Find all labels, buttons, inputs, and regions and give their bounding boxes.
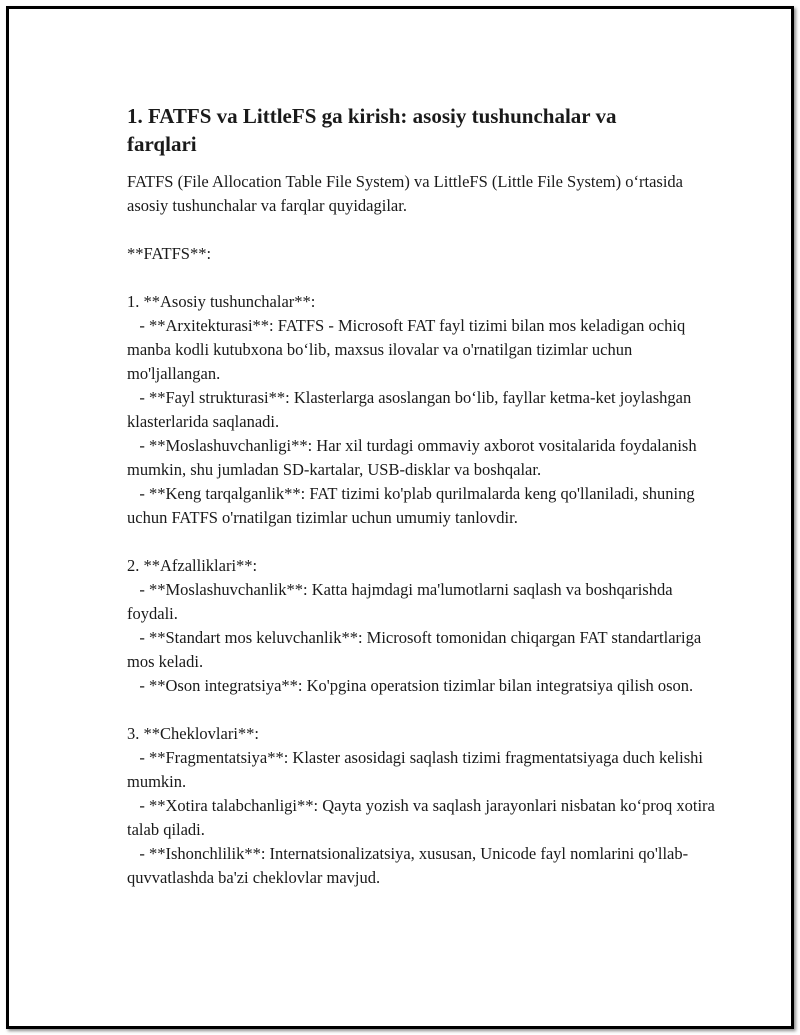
section-heading-fatfs: **FATFS**: [127, 244, 212, 263]
document-title: 1. FATFS va LittleFS ga kirish: asosiy tushunchalar va farqlari [127, 104, 617, 156]
section-basics [127, 290, 727, 530]
document-content [127, 102, 727, 914]
list-item: - **Standart mos keluvchanlik**: Microsoft tomonidan chiqargan FAT standartlariga mos keladi. [127, 628, 706, 671]
section-heading: 1. **Asosiy tushunchalar**: [127, 292, 316, 311]
list-item: - **Arxitekturasi**: FATFS - Microsoft FAT fayl tizimi bilan mos keladigan ochiq manba kodli kutubxona bo‘lib, maxsus ilovalar va o'rnatilgan tizimlar uchun mo'ljallangan. [127, 316, 690, 383]
section-limitations [127, 722, 727, 890]
list-item: - **Moslashuvchanligi**: Har xil turdagi ommaviy axborot vositalarida foydalanish mumkin, shu jumladan SD-kartalar, USB-disklar va boshqalar. [127, 436, 701, 479]
list-item: - **Moslashuvchanlik**: Katta hajmdagi ma'lumotlarni saqlash va boshqarishda foydali. [127, 580, 677, 623]
document-page [6, 6, 794, 1029]
section-heading: 2. **Afzalliklari**: [127, 556, 258, 575]
section-advantages [127, 554, 727, 698]
list-item: - **Keng tarqalganlik**: FAT tizimi ko'plab qurilmalarda keng qo'llaniladi, shuning uchun FATFS o'rnatilgan tizimlar uchun umumiy tanlovdir. [127, 484, 699, 527]
list-item: - **Oson integratsiya**: Ko'pgina operatsion tizimlar bilan integratsiya qilish oson. [127, 676, 694, 695]
list-item: - **Fayl strukturasi**: Klasterlarga asoslangan bo‘lib, fayllar ketma-ket joylashgan klasterlarida saqlanadi. [127, 388, 696, 431]
intro-paragraph: FATFS (File Allocation Table File System) va LittleFS (Little File System) o‘rtasida asosiy tushunchalar va farqlar quyidagilar. [127, 172, 688, 215]
list-item: - **Xotira talabchanligi**: Qayta yozish va saqlash jarayonlari nisbatan ko‘proq xotira talab qiladi. [127, 796, 719, 839]
list-item: - **Fragmentatsiya**: Klaster asosidagi saqlash tizimi fragmentatsiyaga duch kelishi mumkin. [127, 748, 708, 791]
section-heading: 3. **Cheklovlari**: [127, 724, 259, 743]
list-item: - **Ishonchlilik**: Internatsionalizatsiya, xususan, Unicode fayl nomlarini qo'llab-quvvatlashda ba'zi cheklovlar mavjud. [127, 844, 689, 887]
